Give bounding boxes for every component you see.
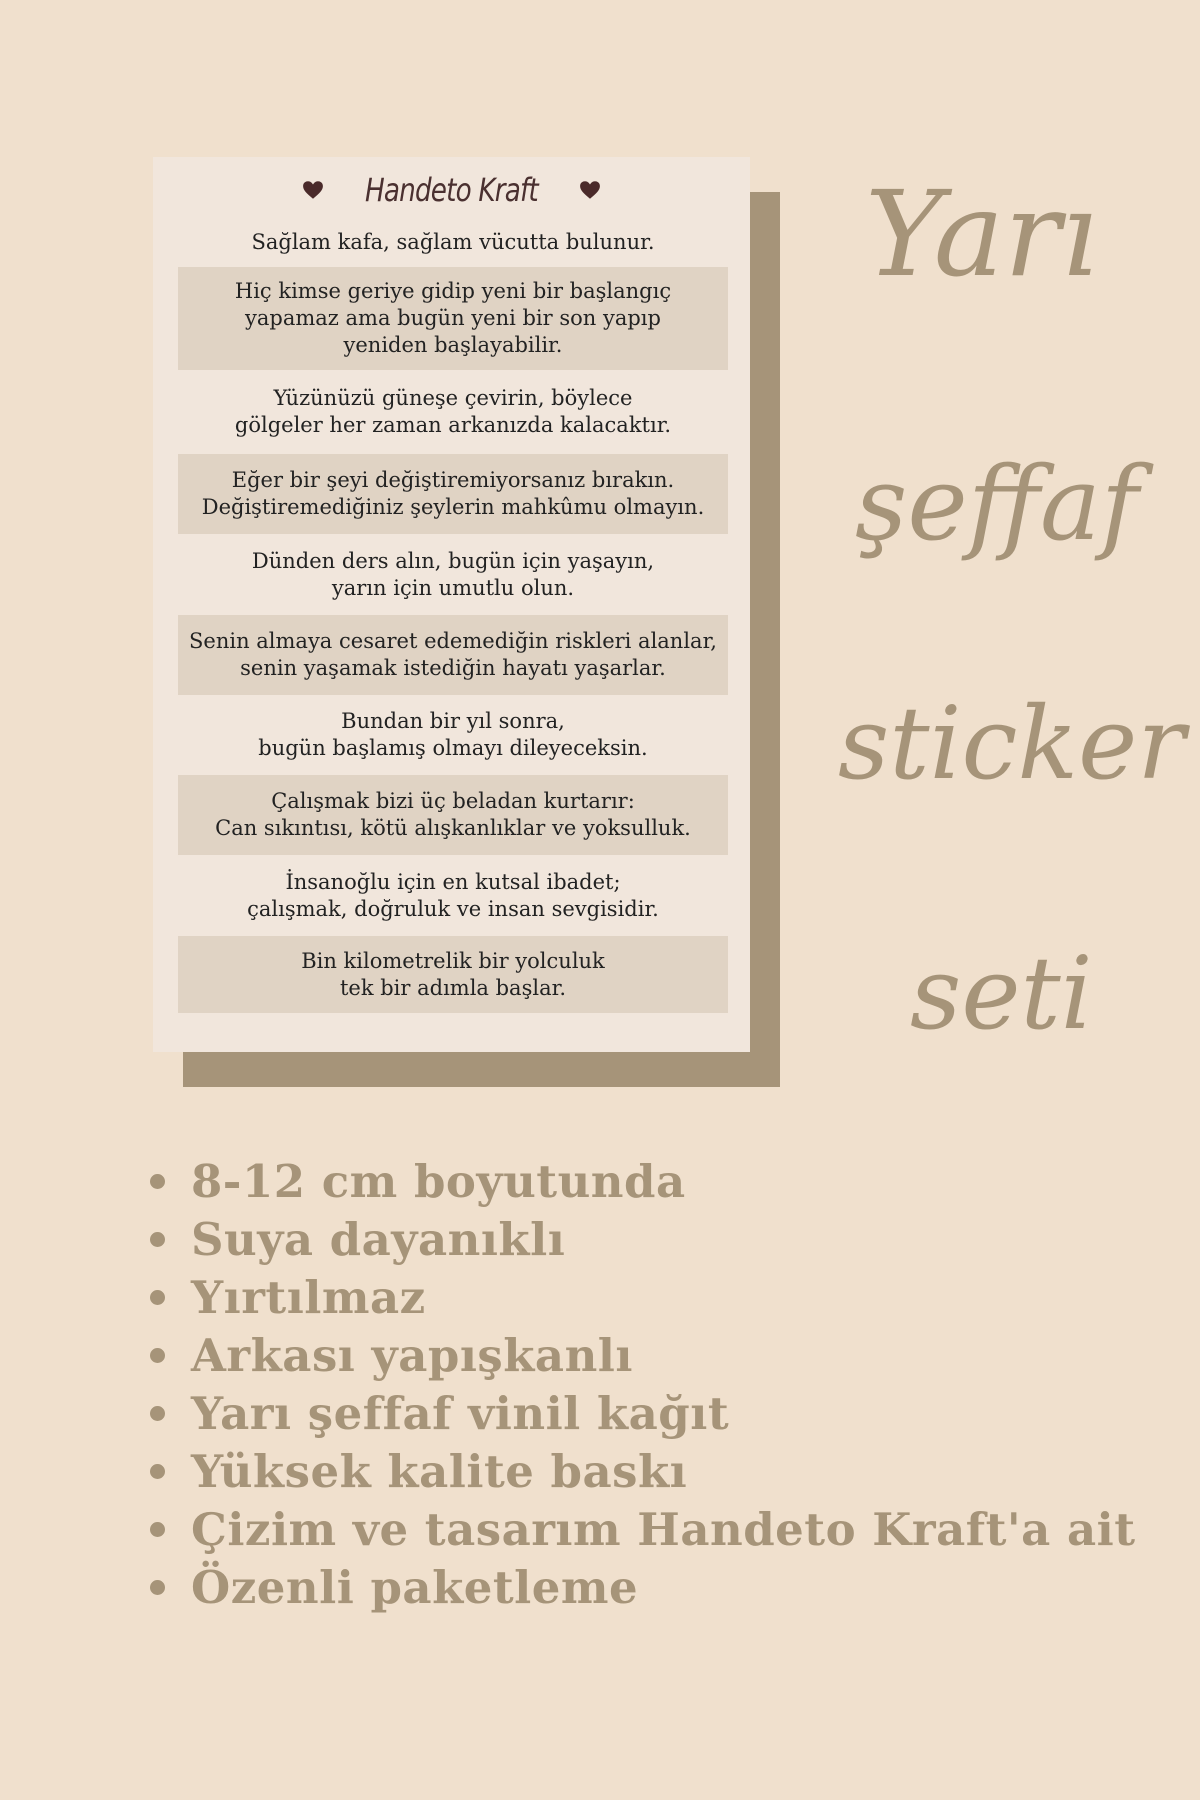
feature-label: Suya dayanıklı (191, 1212, 566, 1266)
bullet-icon (150, 1406, 165, 1421)
title-word-seti: seti (910, 935, 1093, 1052)
bullet-icon (150, 1522, 165, 1537)
heart-icon-left (302, 180, 324, 200)
feature-item (150, 1268, 1136, 1326)
bullet-icon (150, 1174, 165, 1189)
bullet-icon (150, 1580, 165, 1595)
title-word-yari: Yarı (865, 165, 1099, 303)
feature-label: Arkası yapışkanlı (191, 1328, 633, 1382)
quote-5: Dünden ders alın, bugün için yaşayın, yarın için umutlu olun. (251, 548, 655, 600)
feature-label: Yarı şeffaf vinil kağıt (191, 1386, 730, 1440)
quote-1: Sağlam kafa, sağlam vücutta bulunur. (251, 229, 655, 254)
heart-icon-right (579, 180, 601, 200)
bullet-icon (150, 1464, 165, 1479)
bullet-icon (150, 1232, 165, 1247)
quote-list (178, 217, 728, 1013)
quote-2: Hiç kimse geriye gidip yeni bir başlangıç yapamaz ama bugün yeni bir son yapıp yeniden başlayabilir. (178, 267, 728, 370)
bullet-icon (150, 1348, 165, 1363)
title-word-seffaf: şeffaf (855, 445, 1139, 564)
quote-9: İnsanoğlu için en kutsal ibadet; çalışmak, doğruluk ve insan sevgisidir. (247, 869, 659, 921)
feature-label: Yüksek kalite baskı (191, 1444, 688, 1498)
feature-item (150, 1152, 1136, 1210)
quote-4: Eğer bir şeyi değiştiremiyorsanız bırakın. Değiştiremediğiniz şeylerin mahkûmu olmayın. (178, 454, 728, 534)
quote-6: Senin almaya cesaret edemediğin riskleri alanlar, senin yaşamak istediğin hayatı yaşarlar. (178, 615, 728, 695)
feature-item (150, 1326, 1136, 1384)
feature-label: 8-12 cm boyutunda (191, 1154, 686, 1208)
quote-7: Bundan bir yıl sonra, bugün başlamış olmayı dileyeceksin. (258, 709, 648, 760)
bullet-icon (150, 1290, 165, 1305)
feature-label: Çizim ve tasarım Handeto Kraft'a ait (191, 1502, 1136, 1556)
quote-10: Bin kilometrelik bir yolculuk tek bir adımla başlar. (178, 936, 728, 1013)
quote-3: Yüzünüzü güneşe çevirin, böylece gölgeler her zaman arkanızda kalacaktır. (234, 386, 672, 437)
feature-list (150, 1152, 1136, 1616)
brand-name: Handeto Kraft (365, 171, 538, 209)
feature-item (150, 1384, 1136, 1442)
feature-label: Yırtılmaz (191, 1270, 426, 1324)
feature-item (150, 1558, 1136, 1616)
feature-label: Özenli paketleme (191, 1560, 639, 1614)
sticker-card (153, 157, 750, 1052)
feature-item (150, 1500, 1136, 1558)
feature-item (150, 1442, 1136, 1500)
title-word-sticker: sticker (838, 685, 1186, 802)
brand-header (153, 165, 750, 215)
quote-8: Çalışmak bizi üç beladan kurtarır: Can sıkıntısı, kötü alışkanlıklar ve yoksulluk. (178, 775, 728, 855)
feature-item (150, 1210, 1136, 1268)
